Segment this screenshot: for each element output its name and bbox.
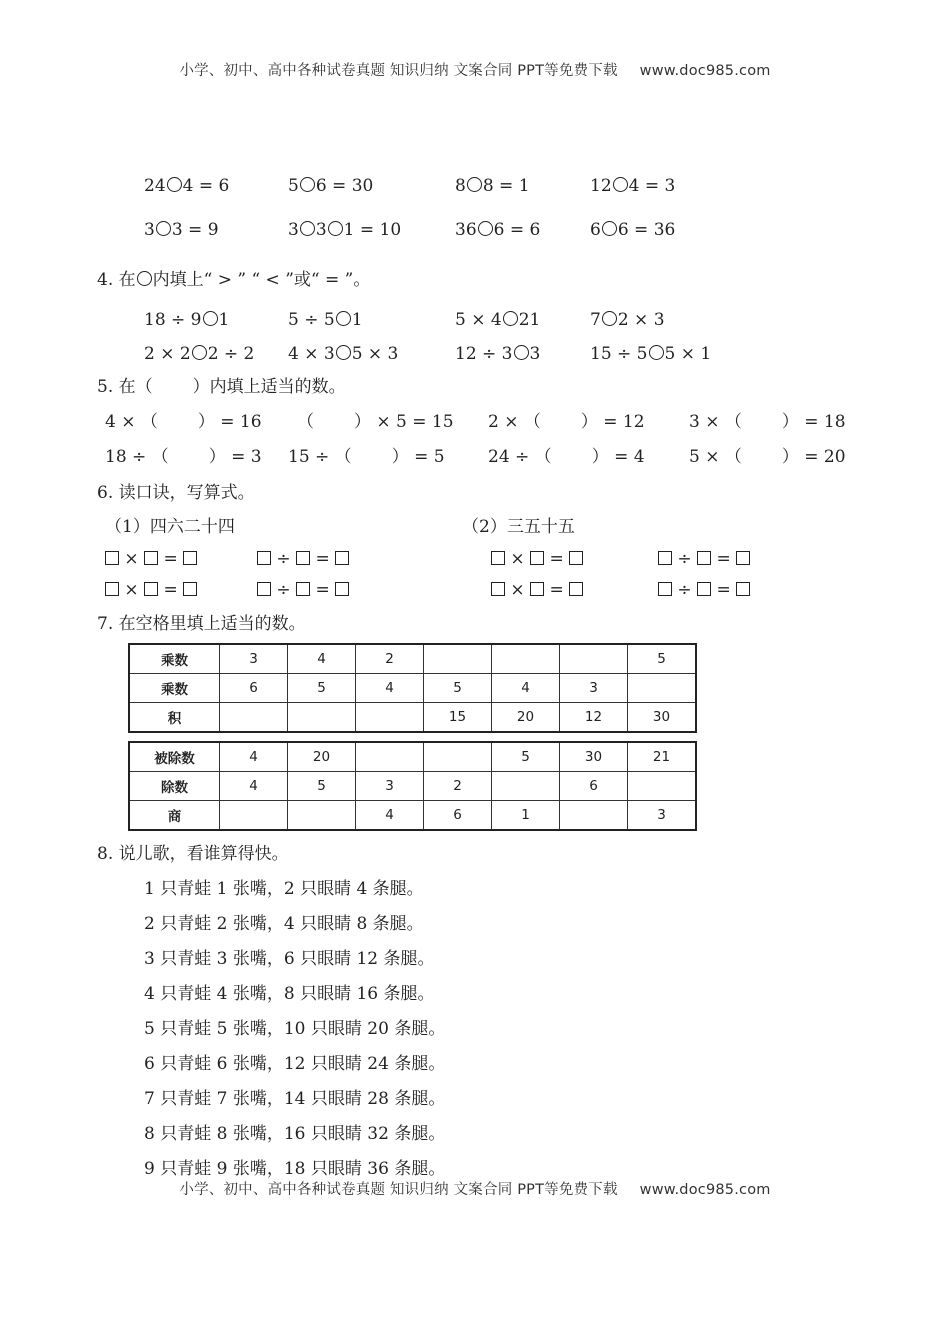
table-cell[interactable]: 3 <box>560 674 628 703</box>
table-cell[interactable]: 15 <box>424 703 492 733</box>
answer-box[interactable] <box>257 582 271 596</box>
table-cell[interactable]: 4 <box>288 644 356 674</box>
table-cell[interactable]: 20 <box>492 703 560 733</box>
answer-circle[interactable] <box>602 311 617 326</box>
answer-box[interactable] <box>491 551 505 565</box>
table-cell[interactable]: 3 <box>628 801 697 831</box>
page-header <box>0 59 950 80</box>
footer-url: www.doc985.com <box>639 1182 771 1198</box>
answer-circle[interactable] <box>203 311 218 326</box>
answer-circle[interactable] <box>328 221 343 236</box>
rhyme-line: 6 只青蛙 6 张嘴，12 只眼睛 24 条腿。 <box>144 1054 446 1074</box>
row-label: 商 <box>129 801 220 831</box>
answer-circle[interactable] <box>467 177 482 192</box>
answer-circle[interactable] <box>192 345 207 360</box>
answer-circle[interactable] <box>602 221 617 236</box>
row-label: 乘数 <box>129 674 220 703</box>
answer-circle[interactable] <box>649 345 664 360</box>
table-cell[interactable]: 5 <box>492 742 560 772</box>
table-cell[interactable] <box>288 801 356 831</box>
q5-item: 15 ÷ （ ） = 5 <box>288 447 445 467</box>
answer-box[interactable] <box>335 582 349 596</box>
answer-box[interactable] <box>697 551 711 565</box>
table-cell[interactable] <box>492 644 560 674</box>
q5-title: 5. 在（ ）内填上适当的数。 <box>97 377 346 397</box>
answer-box[interactable] <box>144 551 158 565</box>
answer-circle[interactable] <box>300 177 315 192</box>
rhyme-line: 2 只青蛙 2 张嘴，4 只眼睛 8 条腿。 <box>144 914 424 934</box>
table-cell[interactable]: 4 <box>492 674 560 703</box>
q4-item: 4 × 3 5 × 3 <box>288 344 399 364</box>
q4-item: 5 × 4 21 <box>455 310 541 330</box>
table-cell[interactable]: 1 <box>492 801 560 831</box>
answer-circle[interactable] <box>156 221 171 236</box>
table-row <box>129 703 696 733</box>
table-cell[interactable] <box>628 772 697 801</box>
q6-equation: ÷ = <box>658 549 750 569</box>
table-cell[interactable] <box>288 703 356 733</box>
table-cell[interactable] <box>492 772 560 801</box>
answer-circle[interactable] <box>300 221 315 236</box>
q3-item: 3 3 = 9 <box>144 220 219 240</box>
q6-equation: ÷ = <box>658 580 750 600</box>
rhyme-line: 7 只青蛙 7 张嘴，14 只眼睛 28 条腿。 <box>144 1089 446 1109</box>
q6-title: 6. 读口诀，写算式。 <box>97 483 255 503</box>
q3-item: 5 6 = 30 <box>288 176 374 196</box>
rhyme-line: 5 只青蛙 5 张嘴，10 只眼睛 20 条腿。 <box>144 1019 446 1039</box>
q3-item: 24 4 = 6 <box>144 176 230 196</box>
table-cell[interactable]: 5 <box>288 772 356 801</box>
answer-box[interactable] <box>530 551 544 565</box>
answer-box[interactable] <box>736 582 750 596</box>
table-cell[interactable]: 5 <box>424 674 492 703</box>
q6-equation: × = <box>105 580 197 600</box>
answer-box[interactable] <box>658 551 672 565</box>
row-label: 除数 <box>129 772 220 801</box>
q6-sub-1: （1）四六二十四 <box>105 517 235 537</box>
q6-equation: × = <box>491 580 583 600</box>
answer-box[interactable] <box>658 582 672 596</box>
table-cell[interactable]: 3 <box>356 772 424 801</box>
table-cell[interactable]: 2 <box>424 772 492 801</box>
table-cell[interactable] <box>220 801 288 831</box>
footer-text: 小学、初中、高中各种试卷真题 知识归纳 文案合同 PPT等免费下载 <box>179 1182 618 1198</box>
q5-item: 5 × （ ） = 20 <box>689 447 846 467</box>
answer-box[interactable] <box>183 582 197 596</box>
table-row <box>129 801 696 831</box>
answer-box[interactable] <box>491 582 505 596</box>
answer-circle[interactable] <box>503 311 518 326</box>
answer-circle[interactable] <box>514 345 529 360</box>
q6-equation: ÷ = <box>257 549 349 569</box>
row-label: 乘数 <box>129 644 220 674</box>
table-cell[interactable]: 20 <box>288 742 356 772</box>
table-cell[interactable]: 21 <box>628 742 697 772</box>
q5-item: 2 × （ ） = 12 <box>488 412 645 432</box>
answer-box[interactable] <box>697 582 711 596</box>
answer-circle[interactable] <box>336 311 351 326</box>
rhyme-line: 3 只青蛙 3 张嘴，6 只眼睛 12 条腿。 <box>144 949 435 969</box>
table-cell[interactable]: 30 <box>628 703 697 733</box>
table-cell[interactable] <box>424 644 492 674</box>
answer-box[interactable] <box>183 551 197 565</box>
q4-item: 12 ÷ 3 3 <box>455 344 541 364</box>
q4-item: 5 ÷ 5 1 <box>288 310 363 330</box>
q5-item: 4 × （ ） = 16 <box>105 412 262 432</box>
q3-item: 12 4 = 3 <box>590 176 676 196</box>
q3-item: 36 6 = 6 <box>455 220 541 240</box>
table-cell[interactable]: 3 <box>220 644 288 674</box>
table-cell[interactable]: 4 <box>356 801 424 831</box>
q6-equation: ÷ = <box>257 580 349 600</box>
table-cell[interactable]: 5 <box>288 674 356 703</box>
q6-equation: × = <box>491 549 583 569</box>
table-row <box>129 742 696 772</box>
q4-item: 2 × 2 2 ÷ 2 <box>144 344 255 364</box>
q4-item: 7 2 × 3 <box>590 310 665 330</box>
answer-box[interactable] <box>530 582 544 596</box>
q6-sub-2: （2）三五十五 <box>462 517 575 537</box>
table-cell[interactable] <box>356 703 424 733</box>
table-row <box>129 644 696 674</box>
table-row <box>129 674 696 703</box>
q8-title: 8. 说儿歌，看谁算得快。 <box>97 844 289 864</box>
answer-box[interactable] <box>296 551 310 565</box>
page-footer <box>0 1178 950 1199</box>
q5-item: 18 ÷ （ ） = 3 <box>105 447 262 467</box>
circle-icon <box>137 271 152 286</box>
rhyme-line: 4 只青蛙 4 张嘴，8 只眼睛 16 条腿。 <box>144 984 435 1004</box>
q7-title: 7. 在空格里填上适当的数。 <box>97 614 306 634</box>
answer-box[interactable] <box>144 582 158 596</box>
q5-item: 3 × （ ） = 18 <box>689 412 846 432</box>
table-cell[interactable]: 4 <box>220 772 288 801</box>
q4-title: 4. 在 内填上“ > ” “ < ”或“ = ”。 <box>97 270 371 290</box>
answer-circle[interactable] <box>336 345 351 360</box>
table-cell[interactable]: 5 <box>628 644 697 674</box>
q4-item: 18 ÷ 9 1 <box>144 310 230 330</box>
answer-box[interactable] <box>569 582 583 596</box>
row-label: 被除数 <box>129 742 220 772</box>
q3-item: 8 8 = 1 <box>455 176 530 196</box>
q3-item: 6 6 = 36 <box>590 220 676 240</box>
q6-equation: × = <box>105 549 197 569</box>
answer-box[interactable] <box>105 551 119 565</box>
table-cell[interactable] <box>628 674 697 703</box>
table-cell[interactable] <box>356 742 424 772</box>
row-label: 积 <box>129 703 220 733</box>
answer-box[interactable] <box>335 551 349 565</box>
answer-circle[interactable] <box>167 177 182 192</box>
answer-box[interactable] <box>105 582 119 596</box>
q5-item: 24 ÷ （ ） = 4 <box>488 447 645 467</box>
table-cell[interactable] <box>220 703 288 733</box>
q5-item: （ ） × 5 = 15 <box>297 412 454 432</box>
answer-circle[interactable] <box>613 177 628 192</box>
table-cell[interactable] <box>560 801 628 831</box>
table-cell[interactable]: 4 <box>220 742 288 772</box>
answer-box[interactable] <box>296 582 310 596</box>
table-cell[interactable] <box>560 644 628 674</box>
answer-box[interactable] <box>569 551 583 565</box>
header-text: 小学、初中、高中各种试卷真题 知识归纳 文案合同 PPT等免费下载 <box>179 63 618 79</box>
multiplication-table <box>128 643 697 733</box>
division-table <box>128 741 697 831</box>
answer-circle[interactable] <box>478 221 493 236</box>
table-cell[interactable]: 30 <box>560 742 628 772</box>
table-cell[interactable]: 2 <box>356 644 424 674</box>
table-cell[interactable]: 6 <box>560 772 628 801</box>
table-row <box>129 772 696 801</box>
header-url: www.doc985.com <box>639 63 771 79</box>
table-cell[interactable]: 4 <box>356 674 424 703</box>
rhyme-line: 1 只青蛙 1 张嘴，2 只眼睛 4 条腿。 <box>144 879 424 899</box>
answer-box[interactable] <box>736 551 750 565</box>
rhyme-line: 8 只青蛙 8 张嘴，16 只眼睛 32 条腿。 <box>144 1124 446 1144</box>
q4-item: 15 ÷ 5 5 × 1 <box>590 344 712 364</box>
table-cell[interactable]: 6 <box>424 801 492 831</box>
rhyme-line: 9 只青蛙 9 张嘴，18 只眼睛 36 条腿。 <box>144 1159 446 1179</box>
q3-item: 3 3 1 = 10 <box>288 220 402 240</box>
answer-box[interactable] <box>257 551 271 565</box>
table-cell[interactable]: 12 <box>560 703 628 733</box>
table-cell[interactable] <box>424 742 492 772</box>
table-cell[interactable]: 6 <box>220 674 288 703</box>
